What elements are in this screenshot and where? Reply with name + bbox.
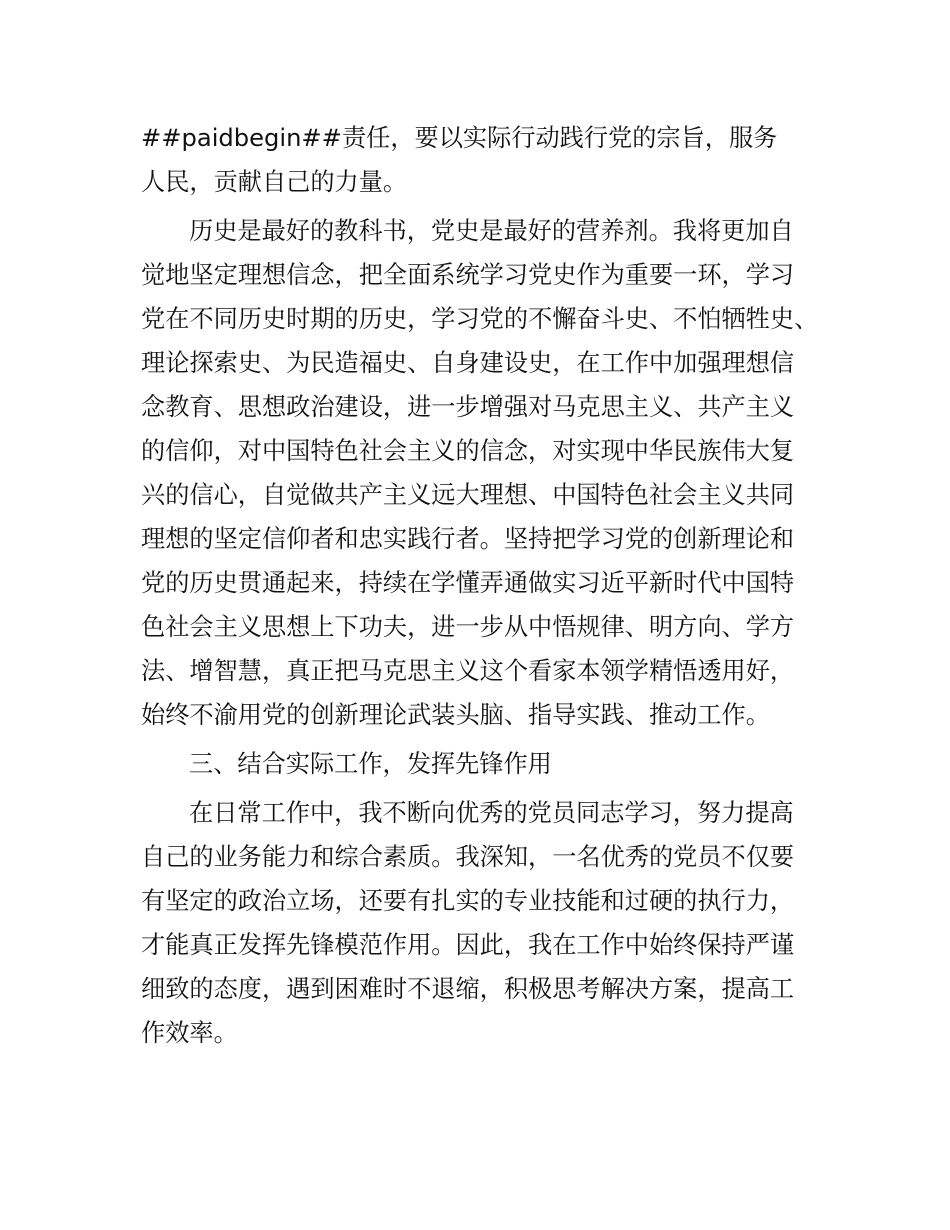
document-body [141,116,831,1055]
text-line: 念教育、思想政治建设，进一步增强对马克思主义、共产主义 [141,393,795,421]
text-line: 理想的坚定信仰者和忠实践行者。坚持把学习党的创新理论和 [141,525,795,553]
text-line: 色社会主义思想上下功夫，进一步从中悟规律、明方向、学方 [141,613,795,641]
text-line: 历史是最好的教科书，党史是最好的营养剂。我将更加自 [189,217,794,245]
text-line: 自己的业务能力和综合素质。我深知，一名优秀的党员不仅要 [141,843,795,871]
text-line: 人民，贡献自己的力量。 [141,168,408,196]
text-line: 法、增智慧，真正把马克思主义这个看家本领学精悟透用好， [141,657,795,685]
text-line: 才能真正发挥先锋模范作用。因此，我在工作中始终保持严谨 [141,931,795,959]
text-line: ##paidbegin##责任，要以实际行动践行党的宗旨，服务 [141,124,778,152]
section-heading-text: 三、结合实际工作，发挥先锋作用 [189,750,552,778]
text-line: 理论探索史、为民造福史、自身建设史，在工作中加强理想信 [141,349,795,377]
paragraph-party-history [141,209,831,737]
text-line: 党在不同历史时期的历史，学习党的不懈奋斗史、不怕牺牲史、 [141,305,819,333]
text-line: 在日常工作中，我不断向优秀的党员同志学习，努力提高 [189,799,794,827]
text-line: 兴的信心，自觉做共产主义远大理想、中国特色社会主义共同 [141,481,795,509]
text-line: 作效率。 [141,1019,238,1047]
paragraph-continuation [141,116,831,204]
text-line: 细致的态度，遇到困难时不退缩，积极思考解决方案，提高工 [141,975,795,1003]
text-line: 始终不渝用党的创新理论武装头脑、指导实践、推动工作。 [141,701,770,729]
text-line: 的信仰，对中国特色社会主义的信念，对实现中华民族伟大复 [141,437,795,465]
text-line: 党的历史贯通起来，持续在学懂弄通做实习近平新时代中国特 [141,569,795,597]
section-heading [141,742,831,786]
text-line: 觉地坚定理想信念，把全面系统学习党史作为重要一环，学习 [141,261,795,289]
text-line: 有坚定的政治立场，还要有扎实的专业技能和过硬的执行力， [141,887,795,915]
paragraph-daily-work [141,791,831,1055]
